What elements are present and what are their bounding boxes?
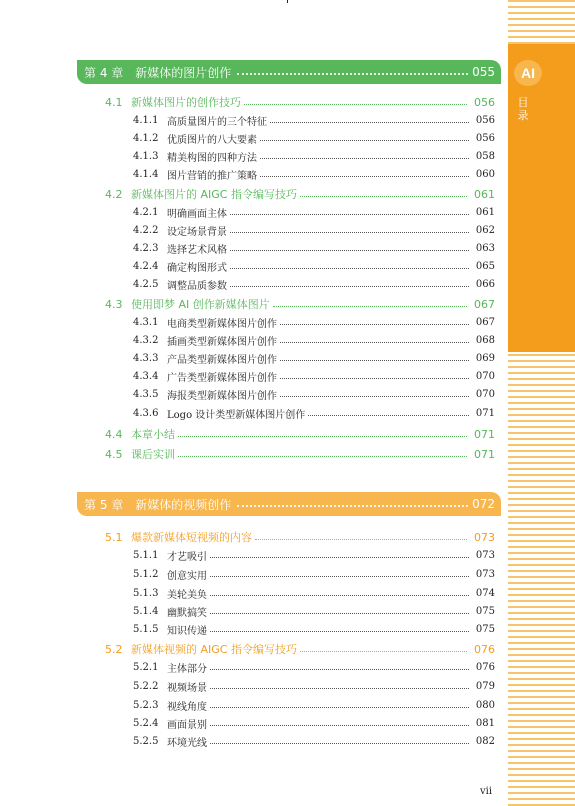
page-number: vii (480, 786, 493, 797)
dot-leader (260, 176, 469, 177)
section-title: 课后实训 (131, 448, 175, 461)
chapter-page: 072 (472, 497, 495, 511)
section-entry[interactable] (105, 186, 495, 202)
section-number: 4.1 (105, 95, 123, 109)
dot-leader (308, 415, 469, 416)
dot-leader (280, 324, 469, 325)
subsection-page: 060 (475, 169, 495, 180)
subsection-number: 4.1.2 (133, 133, 159, 144)
subsection-number: 5.2.5 (133, 736, 159, 747)
subsection-entry[interactable] (133, 586, 495, 601)
section-page: 067 (474, 297, 495, 311)
subsection-number: 4.2.3 (133, 243, 159, 254)
dot-leader (260, 140, 469, 141)
toc-side-tab (508, 44, 575, 352)
subsection-entry[interactable] (133, 548, 495, 563)
subsection-title: 插画类型新媒体图片创作 (167, 337, 277, 348)
subsection-entry[interactable] (133, 205, 495, 220)
subsection-number: 5.2.4 (133, 718, 159, 729)
subsection-entry[interactable] (133, 131, 495, 146)
section-number: 4.2 (105, 187, 123, 201)
subsection-number: 4.2.4 (133, 261, 159, 272)
subsection-title: 广告类型新媒体图片创作 (167, 373, 277, 384)
subsection-title: 幽默搞笑 (167, 608, 207, 619)
section-title: 新媒体图片的创作技巧 (131, 96, 241, 109)
subsection-number: 4.3.5 (133, 389, 159, 400)
subsection-page: 076 (475, 662, 495, 673)
section-page: 056 (474, 95, 495, 109)
subsection-title: 创意实用 (167, 571, 207, 582)
dot-leader (270, 122, 469, 123)
subsection-entry[interactable] (133, 622, 495, 637)
chapter-title: 新媒体的视频创作 (135, 497, 232, 512)
dot-leader (178, 436, 467, 437)
subsection-title: 视频场景 (167, 683, 207, 694)
section-entry[interactable] (105, 529, 495, 545)
subsection-page: 068 (475, 335, 495, 346)
subsection-title: 优质图片的八大要素 (167, 135, 257, 146)
toc-side-label: 目录 (517, 96, 529, 122)
subsection-entry[interactable] (133, 698, 495, 713)
dot-leader (210, 688, 469, 689)
dot-leader (230, 250, 469, 251)
subsection-number: 4.1.3 (133, 151, 159, 162)
subsection-number: 5.2.3 (133, 700, 159, 711)
subsection-entry[interactable] (133, 567, 495, 582)
chapter-heading[interactable] (77, 60, 501, 84)
subsection-page: 082 (475, 736, 495, 747)
subsection-number: 5.1.1 (133, 550, 159, 561)
subsection-entry[interactable] (133, 369, 495, 384)
section-page: 076 (474, 642, 495, 656)
dot-leader (237, 505, 468, 507)
dot-leader (230, 286, 469, 287)
subsection-entry[interactable] (133, 315, 495, 330)
dot-leader (255, 539, 467, 540)
section-page: 061 (474, 187, 495, 201)
ai-badge-icon: AI (514, 60, 542, 86)
dot-leader (210, 576, 469, 577)
subsection-entry[interactable] (133, 406, 495, 421)
subsection-number: 4.3.4 (133, 371, 159, 382)
subsection-page: 058 (475, 151, 495, 162)
subsection-entry[interactable] (133, 167, 495, 182)
subsection-page: 062 (475, 225, 495, 236)
subsection-title: 明确画面主体 (167, 209, 227, 220)
subsection-page: 081 (475, 718, 495, 729)
subsection-title: 美轮美奂 (167, 590, 207, 601)
section-entry[interactable] (105, 94, 495, 110)
subsection-title: 产品类型新媒体图片创作 (167, 355, 277, 366)
subsection-number: 5.1.4 (133, 606, 159, 617)
subsection-entry[interactable] (133, 734, 495, 749)
subsection-number: 4.1.1 (133, 115, 159, 126)
subsection-number: 4.3.6 (133, 408, 159, 419)
subsection-page: 075 (475, 624, 495, 635)
dot-leader (273, 306, 467, 307)
dot-leader (280, 378, 469, 379)
section-entry[interactable] (105, 426, 495, 442)
dot-leader (280, 360, 469, 361)
subsection-page: 080 (475, 700, 495, 711)
dot-leader (210, 557, 469, 558)
subsection-number: 5.2.2 (133, 681, 159, 692)
subsection-entry[interactable] (133, 259, 495, 274)
top-mark (287, 0, 288, 3)
subsection-title: 高质量图片的三个特征 (167, 117, 267, 128)
subsection-title: 主体部分 (167, 664, 207, 675)
section-number: 5.2 (105, 642, 123, 656)
subsection-number: 4.3.3 (133, 353, 159, 364)
dot-leader (230, 214, 469, 215)
dot-leader (210, 669, 469, 670)
subsection-number: 4.3.2 (133, 335, 159, 346)
subsection-page: 063 (475, 243, 495, 254)
subsection-page: 073 (475, 550, 495, 561)
subsection-title: 设定场景背景 (167, 227, 227, 238)
dot-leader (210, 743, 469, 744)
subsection-number: 5.1.3 (133, 588, 159, 599)
dot-leader (210, 631, 469, 632)
section-title: 使用即梦 AI 创作新媒体图片 (131, 298, 270, 311)
subsection-page: 056 (475, 115, 495, 126)
dot-leader (237, 73, 468, 75)
section-number: 5.1 (105, 530, 123, 544)
subsection-page: 071 (475, 408, 495, 419)
dot-leader (260, 158, 469, 159)
subsection-entry[interactable] (133, 277, 495, 292)
subsection-title: 调整品质参数 (167, 281, 227, 292)
chapter-heading[interactable] (77, 492, 501, 516)
dot-leader (244, 104, 467, 105)
subsection-title: 海报类型新媒体图片创作 (167, 391, 277, 402)
section-number: 4.4 (105, 427, 123, 441)
section-entry[interactable] (105, 446, 495, 462)
chapter-title: 新媒体的图片创作 (135, 65, 232, 80)
dot-leader (210, 725, 469, 726)
section-title: 本章小结 (131, 428, 175, 441)
subsection-number: 4.2.2 (133, 225, 159, 236)
section-title: 新媒体图片的 AIGC 指令编写技巧 (131, 188, 297, 201)
subsection-number: 4.2.5 (133, 279, 159, 290)
subsection-page: 066 (475, 279, 495, 290)
subsection-entry[interactable] (133, 604, 495, 619)
dot-leader (210, 595, 469, 596)
section-entry[interactable] (105, 641, 495, 657)
subsection-page: 067 (475, 317, 495, 328)
dot-leader (230, 232, 469, 233)
subsection-entry[interactable] (133, 716, 495, 731)
subsection-title: 视线角度 (167, 702, 207, 713)
subsection-page: 056 (475, 133, 495, 144)
subsection-title: 精美构图的四种方法 (167, 153, 257, 164)
section-page: 071 (474, 447, 495, 461)
section-entry[interactable] (105, 296, 495, 312)
subsection-title: 才艺吸引 (167, 552, 207, 563)
subsection-title: 确定构图形式 (167, 263, 227, 274)
subsection-page: 065 (475, 261, 495, 272)
dot-leader (178, 456, 467, 457)
subsection-title: 画面景别 (167, 720, 207, 731)
dot-leader (210, 613, 469, 614)
section-page: 071 (474, 427, 495, 441)
subsection-page: 074 (475, 588, 495, 599)
subsection-page: 075 (475, 606, 495, 617)
subsection-page: 070 (475, 371, 495, 382)
section-number: 4.5 (105, 447, 123, 461)
subsection-entry[interactable] (133, 113, 495, 128)
chapter-page: 055 (472, 65, 495, 79)
dot-leader (280, 396, 469, 397)
subsection-number: 4.3.1 (133, 317, 159, 328)
subsection-page: 061 (475, 207, 495, 218)
section-number: 4.3 (105, 297, 123, 311)
dot-leader (300, 651, 467, 652)
subsection-entry[interactable] (133, 387, 495, 402)
subsection-entry[interactable] (133, 241, 495, 256)
subsection-title: 图片营销的推广策略 (167, 171, 257, 182)
subsection-number: 5.2.1 (133, 662, 159, 673)
section-page: 073 (474, 530, 495, 544)
subsection-title: Logo 设计类型新媒体图片创作 (167, 410, 306, 421)
subsection-page: 079 (475, 681, 495, 692)
subsection-title: 知识传递 (167, 626, 207, 637)
subsection-page: 073 (475, 569, 495, 580)
dot-leader (230, 268, 469, 269)
subsection-entry[interactable] (133, 223, 495, 238)
chapter-number: 第 5 章 (84, 497, 124, 512)
chapter-number: 第 4 章 (84, 65, 124, 80)
subsection-entry[interactable] (133, 660, 495, 675)
subsection-number: 5.1.2 (133, 569, 159, 580)
subsection-entry[interactable] (133, 333, 495, 348)
subsection-title: 环境光线 (167, 738, 207, 749)
subsection-number: 4.1.4 (133, 169, 159, 180)
dot-leader (300, 196, 467, 197)
subsection-title: 选择艺术风格 (167, 245, 227, 256)
section-title: 爆款新媒体短视频的内容 (131, 531, 252, 544)
subsection-page: 069 (475, 353, 495, 364)
subsection-entry[interactable] (133, 149, 495, 164)
subsection-title: 电商类型新媒体图片创作 (167, 319, 277, 330)
subsection-number: 5.1.5 (133, 624, 159, 635)
subsection-entry[interactable] (133, 351, 495, 366)
section-title: 新媒体视频的 AIGC 指令编写技巧 (131, 643, 297, 656)
dot-leader (210, 707, 469, 708)
subsection-page: 070 (475, 389, 495, 400)
subsection-number: 4.2.1 (133, 207, 159, 218)
dot-leader (280, 342, 469, 343)
subsection-entry[interactable] (133, 679, 495, 694)
